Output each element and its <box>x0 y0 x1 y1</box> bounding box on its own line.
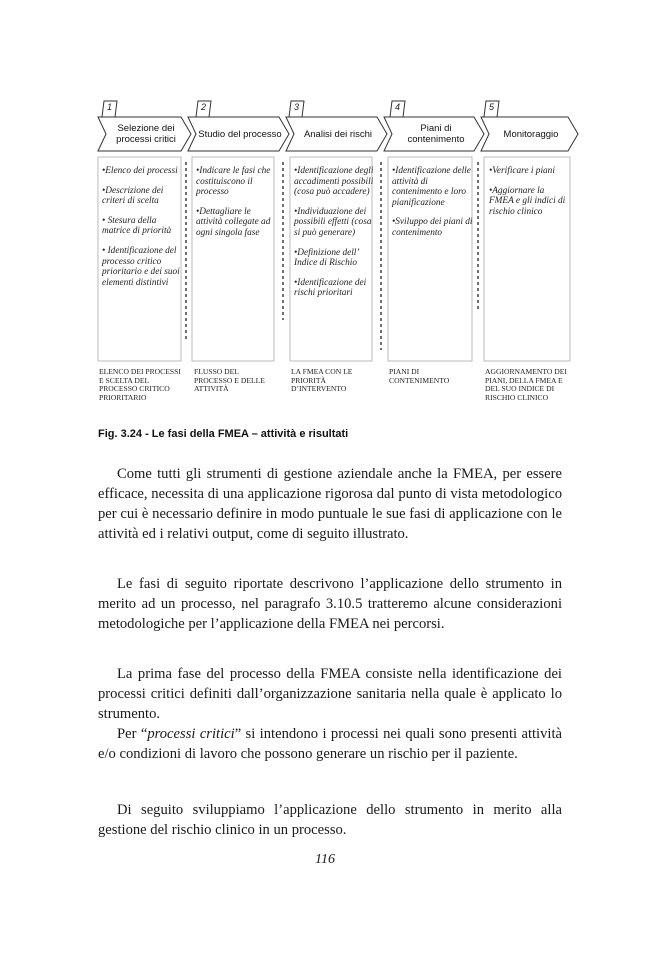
activity-item: •Individuazione dei possibili effetti (cosa si può generare) <box>294 206 372 238</box>
step-number-5: 5 <box>489 102 495 112</box>
output-3: LA FMEA CON LE PRIORITÀ D’INTERVENTO <box>291 367 353 394</box>
activity-item: •Dettagliare le attività collegate ad ogni singola fase <box>196 206 271 238</box>
activities-col-4 <box>392 166 474 248</box>
activity-item: • Identificazione del processo critico prioritario e dei suoi elementi distintivi <box>102 245 180 288</box>
step-number-2: 2 <box>201 102 207 112</box>
output-4: PIANI DI CONTENIMENTO <box>389 367 450 385</box>
activity-item: •Indicare le fasi che costituiscono il processo <box>196 166 271 198</box>
paragraph-2: Le fasi di seguito riportate descrivono l’applicazione dello strumento in merito ad un processo, nel paragrafo 3.10.5 tratteremo alcune considerazioni metodologiche per l’applicazione della FMEA nei percorsi. <box>98 576 562 632</box>
step-label-4: Piani di contenimento <box>407 123 465 145</box>
activity-item: •Elenco dei processi <box>102 166 178 176</box>
step-label-1: Selezione dei processi critici <box>116 123 176 145</box>
step-label-2: Studio del processo <box>198 128 282 140</box>
activities-col-1 <box>102 166 182 297</box>
fmea-phases-diagram <box>0 0 650 440</box>
step-number-1: 1 <box>107 102 113 112</box>
paragraph-4 <box>98 724 562 764</box>
activity-item: •Sviluppo dei piani di contenimento <box>392 217 473 238</box>
figure-caption: Fig. 3.24 - Le fasi della FMEA – attività e risultati <box>98 428 349 440</box>
output-2: FLUSSO DEL PROCESSO E DELLE ATTIVITÀ <box>194 367 265 394</box>
step-number-4: 4 <box>395 102 401 112</box>
activity-item: •Verificare i piani <box>489 166 555 176</box>
activity-item: •Identificazione delle attività di contenimento e loro pianificazione <box>392 166 471 208</box>
step-label-5: Monitoraggio <box>503 128 559 140</box>
step-label-3: Analisi dei rischi <box>303 128 373 140</box>
activities-col-2 <box>196 166 278 248</box>
emphasis-processi-critici: processi critici <box>147 726 235 742</box>
step-number-3: 3 <box>294 102 300 112</box>
output-5: AGGIORNAMENTO DEI PIANI, DELLA FMEA E DEL SUO INDICE DI RISCHIO CLINICO <box>485 367 567 402</box>
paragraph-4-start: Per “ <box>117 726 148 742</box>
page-number: 116 <box>315 852 335 867</box>
activity-item: • Stesura della matrice di priorità <box>102 215 172 237</box>
activities-col-3 <box>294 166 376 308</box>
output-1: ELENCO DEI PROCESSI E SCELTA DEL PROCESSO CRITICO PRIORITARIO <box>99 367 181 402</box>
activities-col-5 <box>489 166 571 226</box>
activity-item: •Identificazione dei rischi prioritari <box>294 277 367 299</box>
activity-item: •Descrizione dei criteri di scelta <box>102 185 164 207</box>
activity-item: •Aggiornare la FMEA e gli indici di rischio clinico <box>489 185 566 217</box>
activity-item: •Definizione dell’ Indice di Rischio <box>294 247 359 269</box>
paragraph-4-end: ” si intendono i processi nei quali sono presenti attività e/o condizioni di lavoro che possono generare un rischio per il paziente. <box>98 726 562 762</box>
paragraph-1: Come tutti gli strumenti di gestione aziendale anche la FMEA, per essere efficace, necessita di una applicazione rigorosa dal punto di vista metodologico per cui è necessario definire in modo puntuale le sue fasi di applicazione con le attività ed i relativi output, come di seguito illustrato. <box>98 466 562 542</box>
paragraph-5: Di seguito sviluppiamo l’applicazione dello strumento in merito alla gestione del rischio clinico in un processo. <box>98 802 562 838</box>
activity-item: •Identificazione degli accadimenti possibili (cosa può accadere) <box>294 166 374 198</box>
paragraph-3: La prima fase del processo della FMEA consiste nella identificazione dei processi critici definiti dall’organizzazione sanitaria nella quale è applicato lo strumento. <box>98 666 562 722</box>
